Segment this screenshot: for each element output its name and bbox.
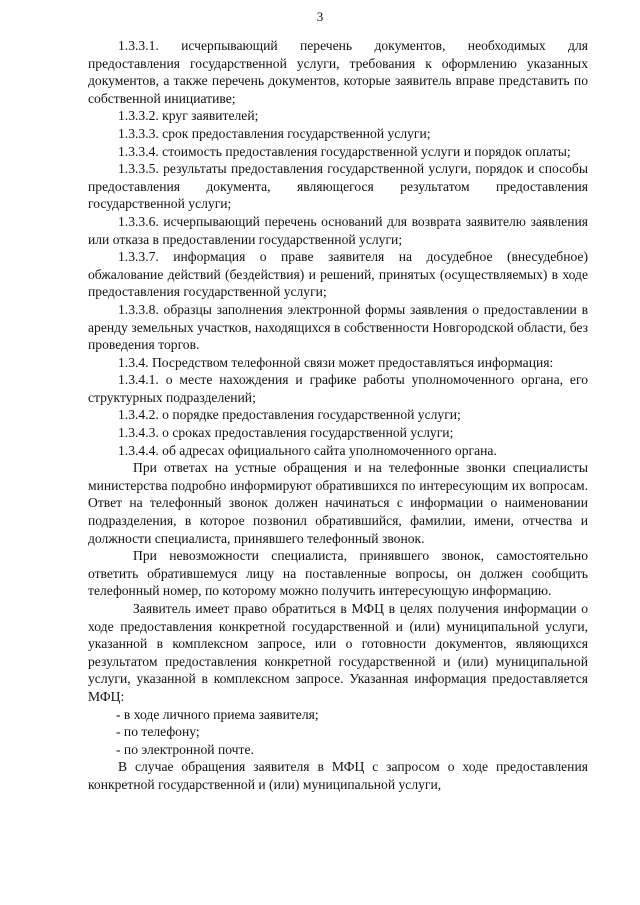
paragraph: При ответах на устные обращения и на телефонные звонки специалисты министерства подробно информируют обратившихся по интересующим их вопросам. Ответ на телефонный звонок должен начинаться с информации о наименовании подразделения, в которое позвонил обратившийся, фамилии, имени, отчества и должности специалиста, принявшего телефонный звонок.: [88, 460, 588, 546]
document-body: [88, 37, 588, 794]
paragraph: Заявитель имеет право обратиться в МФЦ в целях получения информации о ходе предоставления конкретной государственной и (или) муниципальной услуги, указанной в комплексном запросе, или о готовности документов, являющихся результатом предоставления конкретной государственной и (или) муниципальной услуги, указанной в комплексном запросе. Указанная информация предоставляется МФЦ:: [88, 601, 588, 704]
paragraph: 1.3.4. Посредством телефонной связи может предоставляться информация:: [118, 354, 554, 370]
paragraph: 1.3.3.8. образцы заполнения электронной формы заявления о предоставлении в аренду земельных участков, находящихся в собственности Новгородской области, без проведения торгов.: [88, 301, 588, 353]
paragraph: 1.3.4.3. о сроках предоставления государственной услуги;: [118, 425, 454, 441]
paragraph: 1.3.4.4. об адресах официального сайта уполномоченного органа.: [118, 442, 497, 458]
paragraph: 1.3.3.5. результаты предоставления государственной услуги, порядок и способы предоставления документа, являющегося результатом предоставления государственной услуги;: [88, 161, 588, 212]
paragraph: 1.3.3.4. стоимость предоставления государственной услуги и порядок оплаты;: [118, 143, 571, 159]
paragraph: 1.3.3.1. исчерпывающий перечень документов, необходимых для предоставления государственной услуги, требования к оформлению указанных документов, а также перечень документов, которые заявитель вправе представить по собственной инициативе;: [88, 38, 588, 106]
dash-list-item: - по электронной почте.: [116, 741, 254, 757]
dash-list-item: - по телефону;: [116, 724, 200, 740]
page-number: 3: [316, 9, 324, 24]
paragraph: 1.3.3.3. срок предоставления государственной услуги;: [118, 125, 431, 141]
paragraph: 1.3.3.2. круг заявителей;: [118, 108, 259, 124]
paragraph: 1.3.4.1. о месте нахождения и графике работы уполномоченного органа, его структурных подразделений;: [88, 372, 588, 405]
final-paragraph: В случае обращения заявителя в МФЦ с запросом о ходе предоставления конкретной государственной и (или) муниципальной услуги,: [88, 759, 588, 792]
paragraph: 1.3.3.7. информация о праве заявителя на досудебное (внесудебное) обжалование действий (бездействия) и решений, принятых (осуществляемых) в ходе предоставления государственной услуги;: [88, 249, 588, 300]
paragraph: 1.3.4.2. о порядке предоставления государственной услуги;: [118, 407, 461, 423]
dash-list-item: - в ходе личного приема заявителя;: [116, 706, 319, 722]
paragraph: 1.3.3.6. исчерпывающий перечень оснований для возврата заявителю заявления или отказа в предоставлении государственной услуги;: [88, 213, 588, 247]
paragraph: При невозможности специалиста, принявшего звонок, самостоятельно ответить обратившемуся лицу на поставленные вопросы, он должен сообщить телефонный номер, по которому можно получить интересующую информацию.: [88, 548, 588, 599]
